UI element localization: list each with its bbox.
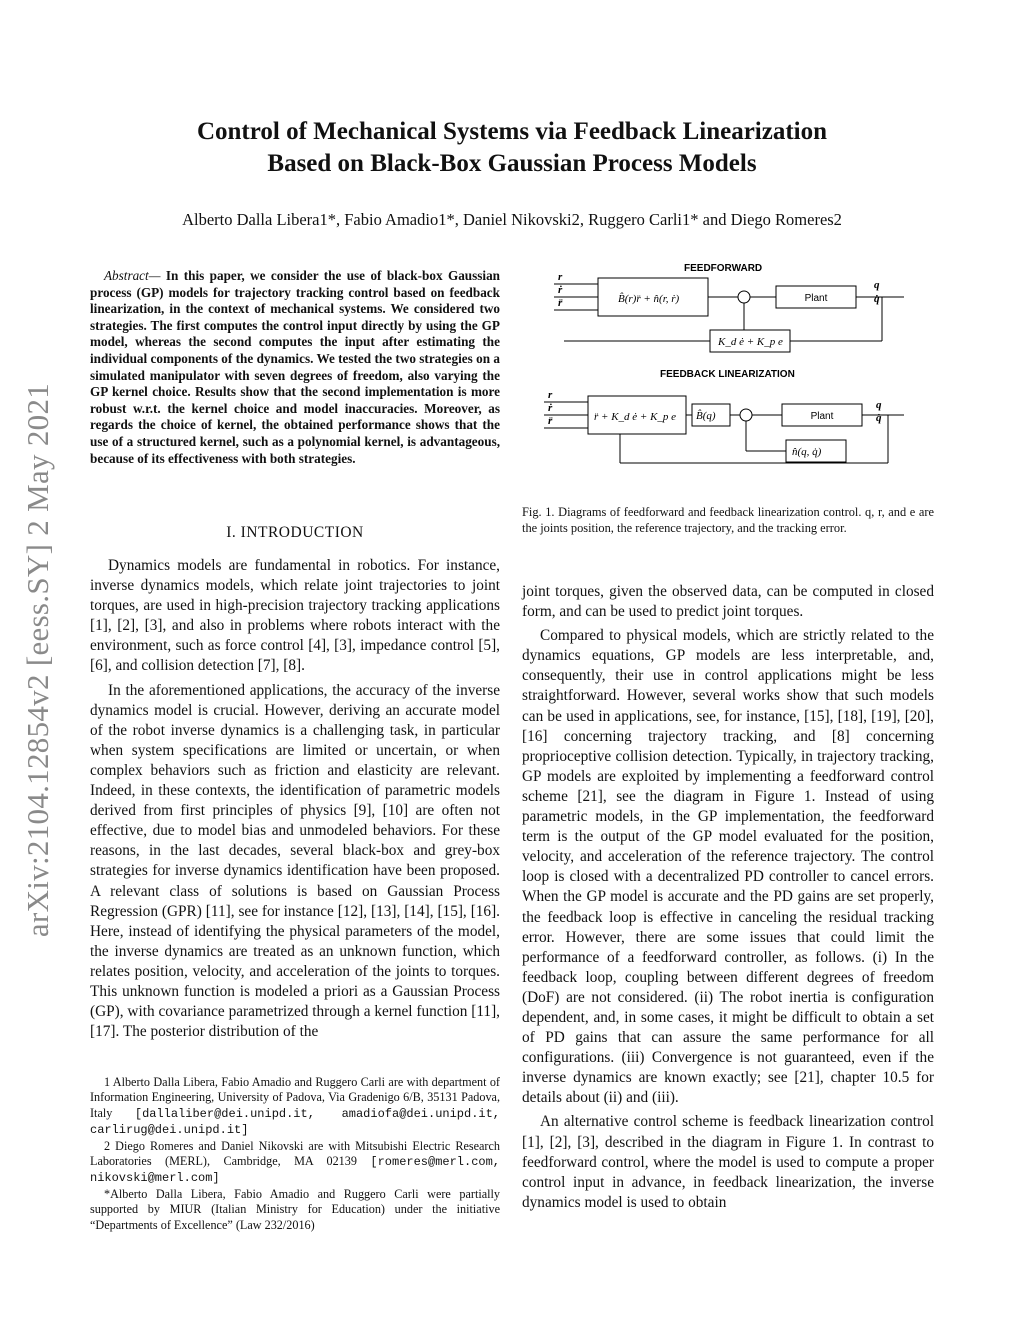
- feedback-linearization-label: FEEDBACK LINEARIZATION: [660, 369, 795, 380]
- feedforward-label: FEEDFORWARD: [684, 263, 763, 274]
- fl-input-rddot: r̈: [548, 415, 553, 427]
- abstract-text: In this paper, we consider the use of black-box Gaussian process (GP) models for trajectory tracking control based on feedback linearization, in the context of mechanical systems. We considered two strategies. The first computes the control input directly by using the GP model, whereas the second computes the input after estimating the individual components of the dynamics. We tested the two strategies on a simulated manipulator with seven degrees of freedom, also varying the GP kernel choice. Results show that the second implementation is more robust w.r.t. the kernel choice and model inaccuracies. Moreover, as regards the choice of kernel, the obtained performance shows that the use of a structured kernel, such as a polynomial kernel, is advantageous, because of its effectiveness with both strategies.: [90, 268, 501, 466]
- ff-sum-node: [738, 291, 750, 303]
- ff-input-rddot: r̈: [558, 297, 563, 309]
- arxiv-id: arXiv:2104.12854v2 [eess.SY] 2 May 2021: [20, 382, 55, 938]
- footnotes: [90, 1075, 500, 1233]
- ff-input-r: r: [558, 271, 563, 283]
- figure-1-caption: Fig. 1. Diagrams of feedforward and feedback linearization control. q, r, and e are the joints position, the reference trajectory, and the tracking error.: [522, 505, 934, 535]
- right-paragraph-1: joint torques, given the observed data, can be computed in closed form, and can be used to predict joint torques.: [522, 583, 934, 621]
- figure-1-diagram: [524, 258, 944, 480]
- footnote-1-emails: [dallaliber@dei.unipd.it, amadiofa@dei.unipd.it, carlirug@dei.unipd.it]: [90, 1106, 501, 1138]
- right-paragraph-2: Compared to physical models, which are strictly related to the dynamics equations, GP models are less interpretable, and, consequently, their use in control applications might be less straightforward. However, several works show that such models can be used in applications, see, for instance, [15], [18], [19], [20], [16] concerning trajectory tracking, and [8] concerning proprioceptive collision detection. Typically, in trajectory tracking, GP models are exploited by implementing a feedforward control scheme [21], see the diagram in Figure 1. Instead of using parametric models, in the GP implementation, the feedforward term is the output of the GP model evaluated for the position, velocity, and acceleration of the reference trajectory. The control loop is closed with a decentralized PD controller to cancel errors. When the GP model is accurate and the PD gains are set properly, the feedback loop is effective in canceling the residual tracking error. However, there are some issues that could limit the performance of a feedforward controller, as follows. (i) In the feedback loop, coupling between different degrees of freedom (DoF) are not considered. (ii) The robot inertia is configuration dependent, and, in some cases, it might be difficult to obtain a set of PD gains that can assure the same performance for all configurations. (iii) Convergence is not guaranteed, even if the inverse dynamics are known exactly; see [21], chapter 10.5 for details about (ii) and (iii).: [522, 627, 934, 1107]
- ff-pd-text: K_d ė + K_p e: [718, 336, 783, 348]
- control-diagrams-svg: [524, 258, 944, 480]
- intro-paragraph-2: In the aforementioned applications, the accuracy of the inverse dynamics model is crucial. However, deriving an accurate model of the robot inverse dynamics is a challenging task, in particular when system specifications are limited or uncertain, or when complex behaviors such as friction and elasticity are relevant. Indeed, in these contexts, the identification of parametric models derived from first principles of physics [9], [10] are often not effective, due to model bias and unmodeled behaviors. For these reasons, in the last decades, several black-box and grey-box strategies for inverse dynamics identification have been proposed. A relevant class of solutions is based on Gaussian Process Regression (GPR) [11], see for instance [12], [13], [14], [15], [16]. Here, instead of identifying the physical parameters of the model, the inverse dynamics are treated as an unknown function, which relates position, velocity, and acceleration of the joints to torques. This unknown function is modeled a priori as a Gaussian Process (GP), with covariance parametrized through a kernel function [11], [17]. The posterior distribution of the: [90, 681, 500, 1041]
- footnote-1: 1 Alberto Dalla Libera, Fabio Amadio and Ruggero Carli are with department of Information Engineering, University of Padova, Via Gradenigo 6/B, 35131 Padova, Italy [dallaliber@dei.unipd.it, amadiofa@dei.unipd.it, carlirug@dei.unipd.it]: [90, 1075, 501, 1138]
- fl-output-q: q: [876, 399, 882, 411]
- ff-output-q: q: [874, 279, 880, 291]
- ff-model-text: B̂(r)r̈ + n̂(r, ṙ): [618, 293, 680, 305]
- author-list: Alberto Dalla Libera1*, Fabio Amadio1*, Daniel Nikovski2, Ruggero Carli1* and Diego Romeres2: [182, 210, 842, 229]
- fl-pd-text: r̈ + K_d ė + K_p e: [594, 411, 677, 423]
- ff-input-rdot: ṙ: [558, 284, 563, 296]
- paper-title: [100, 116, 924, 180]
- abstract: [90, 268, 500, 467]
- title-line-2: Based on Black-Box Gaussian Process Models: [267, 150, 757, 177]
- right-paragraph-3: An alternative control scheme is feedback linearization control [1], [2], [3], described in the diagram in Figure 1. In contrast to feedforward control, where the model is used to compute a proper control input in advance, in feedback linearization, the inverse dynamics model is used to obtain: [522, 1113, 934, 1211]
- fl-inertia-text: B̂(q): [696, 410, 716, 422]
- ff-output-qdot: q̇: [874, 293, 880, 305]
- fl-sum-node: [740, 409, 752, 421]
- fl-output-qdot: q̇: [876, 412, 882, 424]
- title-line-1: Control of Mechanical Systems via Feedback Linearization: [196, 118, 828, 145]
- right-column-body: [522, 582, 934, 1217]
- abstract-label: Abstract—: [104, 268, 161, 283]
- ff-plant-label: Plant: [804, 293, 828, 304]
- footnote-2-emails: [romeres@merl.com, nikovski@merl.com]: [90, 1155, 501, 1186]
- fl-input-r: r: [548, 389, 553, 401]
- footnote-3: *Alberto Dalla Libera, Fabio Amadio and Ruggero Carli were partially supported by MIUR (Italian Ministry for Education) under the initiative “Departments of Excellence” (Law 232/2016): [90, 1186, 500, 1232]
- footnote-2: 2 Diego Romeres and Daniel Nikovski are with Mitsubishi Electric Research Laboratories (MERL), Cambridge, MA 02139 [romeres@merl.com, nikovski@merl.com]: [90, 1138, 501, 1186]
- section-heading-introduction: I. INTRODUCTION: [226, 524, 364, 541]
- intro-paragraph-1: Dynamics models are fundamental in robotics. For instance, inverse dynamics models, which relate joint trajectories to joint torques, are used in high-precision trajectory tracking applications [1], [2], [3], and also in problems where robots interact with the environment, such as force control [4], [3], impedance control [5], [6], and collision detection [7], [8].: [90, 557, 500, 675]
- arxiv-watermark: [4, 340, 72, 980]
- fl-plant-label: Plant: [810, 411, 834, 422]
- fl-nonlinear-text: n̂(q, q̇): [792, 446, 822, 458]
- introduction-body: [90, 556, 500, 1046]
- fl-input-rdot: ṙ: [548, 402, 553, 414]
